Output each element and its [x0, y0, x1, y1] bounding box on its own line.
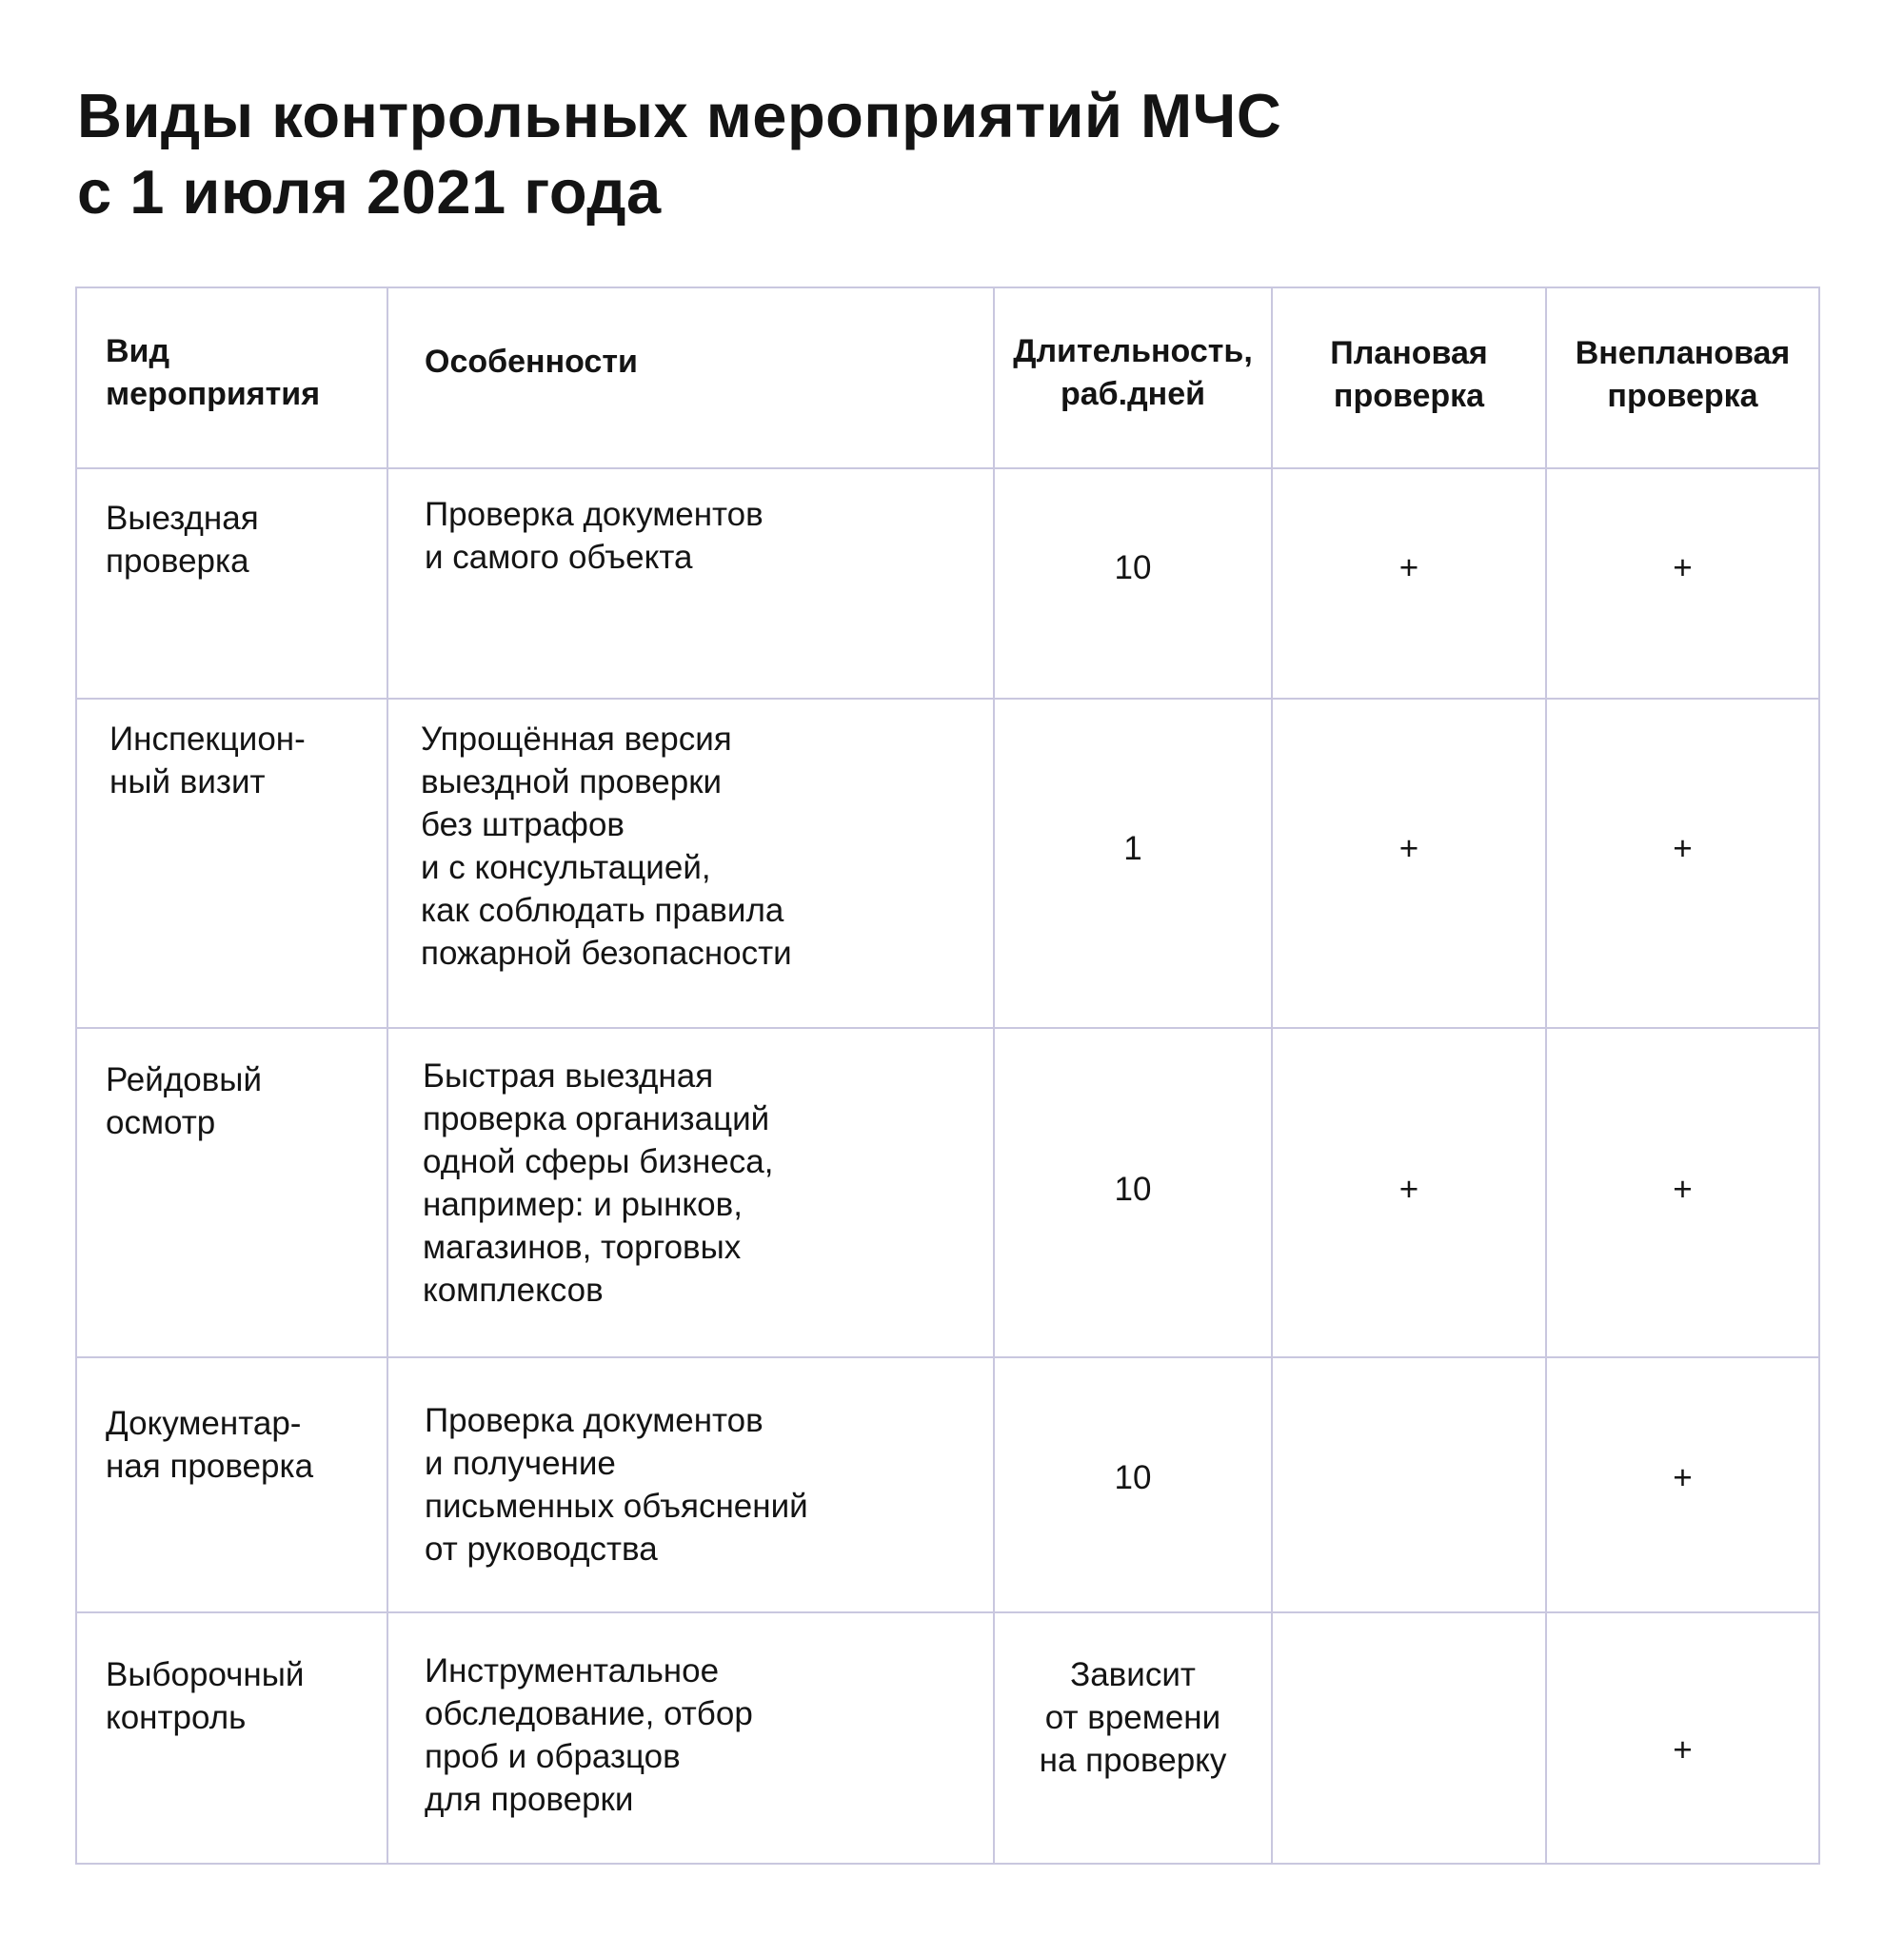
row-divider [75, 1027, 1820, 1029]
cell-duration: Зависит от времени на проверку [1039, 1656, 1227, 1779]
cell-duration: 1 [1123, 830, 1142, 867]
page-title [77, 78, 1281, 230]
row-divider [75, 1611, 1820, 1613]
cell-features: Упрощённая версия выездной проверки без штрафов и с консультацией, как соблюдать правила пожарной безопасности [421, 721, 792, 972]
header-duration: Длительность, раб.дней [1013, 333, 1253, 412]
cell-features: Проверка документов и самого объекта [425, 496, 764, 576]
cell-type: Рейдовый осмотр [106, 1061, 263, 1141]
cell-features: Проверка документов и получение письменных объяснений от руководства [425, 1402, 808, 1568]
cell-unplanned: + [1673, 830, 1693, 867]
cell-unplanned: + [1673, 1171, 1693, 1208]
column-divider [387, 286, 388, 1865]
cell-planned: + [1398, 549, 1419, 586]
cell-features: Инструментальное обследование, отбор проб и образцов для проверки [425, 1652, 753, 1818]
cell-duration: 10 [1114, 1459, 1152, 1496]
cell-unplanned: + [1673, 1459, 1693, 1496]
cell-unplanned: + [1673, 549, 1693, 586]
table-border-top [75, 286, 1820, 288]
cell-type: Выездная проверка [106, 500, 259, 580]
cell-features: Быстрая выездная проверка организаций одной сферы бизнеса, например: и рынков, магазинов, торговых комплексов [423, 1057, 774, 1309]
table-border-left [75, 286, 77, 1865]
cell-planned: + [1398, 830, 1419, 867]
cell-type: Документар- ная проверка [106, 1405, 314, 1485]
column-divider [1545, 286, 1547, 1865]
column-divider [993, 286, 995, 1865]
cell-unplanned: + [1673, 1731, 1693, 1768]
cell-type: Выборочный контроль [106, 1656, 305, 1736]
cell-planned: + [1398, 1171, 1419, 1208]
header-unplanned: Внеплановая проверка [1575, 335, 1791, 414]
cell-duration: 10 [1114, 549, 1152, 586]
title-line-2: с 1 июля 2021 года [77, 157, 662, 227]
cell-duration: 10 [1114, 1171, 1152, 1208]
header-type: Вид мероприятия [106, 333, 321, 412]
row-divider [75, 1356, 1820, 1358]
header-planned: Плановая проверка [1330, 335, 1488, 414]
table-border-right [1818, 286, 1820, 1865]
table-border-bottom [75, 1863, 1820, 1865]
cell-type: Инспекцион- ный визит [109, 721, 306, 800]
row-divider [75, 467, 1820, 469]
title-line-1: Виды контрольных мероприятий МЧС [77, 81, 1282, 150]
header-features: Особенности [425, 344, 638, 380]
row-divider [75, 698, 1820, 700]
column-divider [1271, 286, 1273, 1865]
